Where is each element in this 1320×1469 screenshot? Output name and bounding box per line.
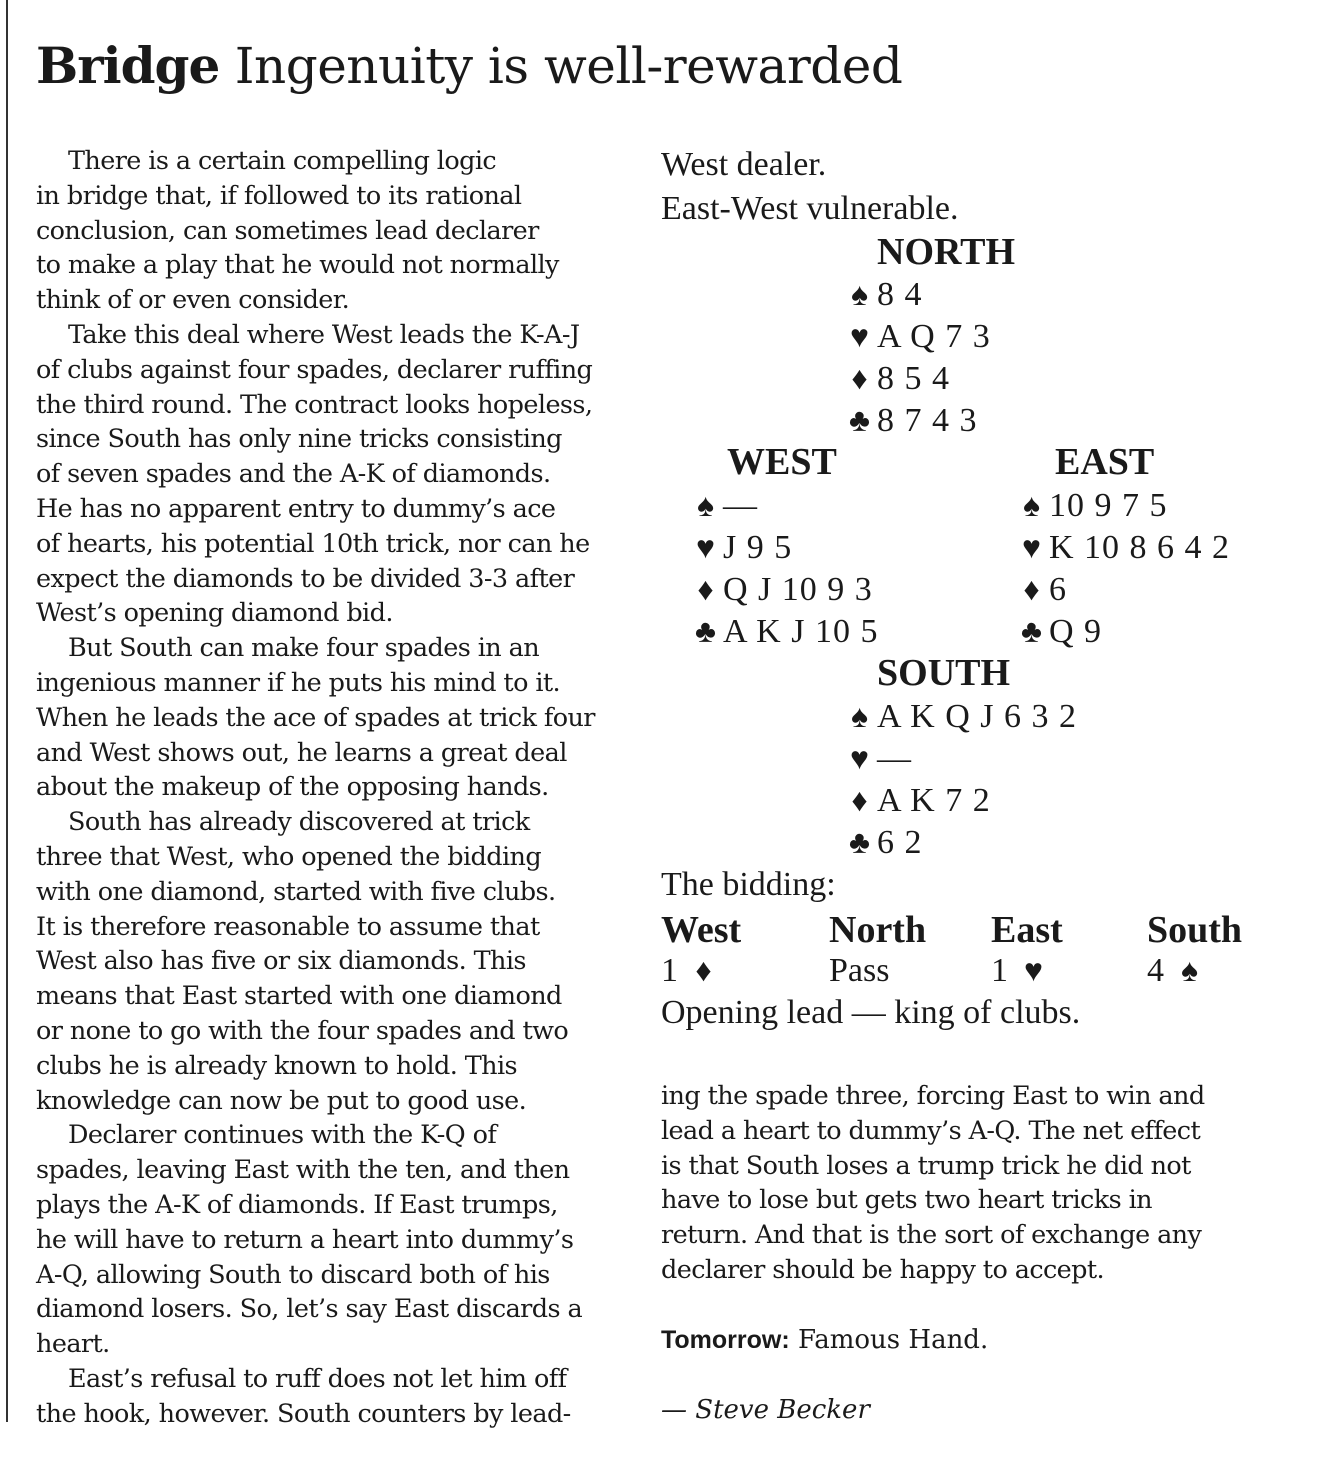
text-line: It is therefore reasonable to assume that	[36, 911, 540, 942]
dealer-line: West dealer.	[661, 146, 827, 183]
south-clubs	[843, 821, 923, 864]
bid-header-west: West	[661, 909, 742, 951]
north-hearts	[843, 315, 991, 358]
bid-north: Pass	[829, 952, 890, 989]
text-line: lead a heart to dummy’s A-Q. The net effect	[661, 1115, 1201, 1146]
text-line: he will have to return a heart into dummy’s	[36, 1224, 574, 1255]
bid-south	[1147, 952, 1207, 990]
heart-icon: ♥	[1022, 529, 1042, 565]
bid-east-level: 1	[991, 952, 1008, 989]
north-hearts-cards: A Q 7 3	[877, 318, 991, 355]
north-spades	[843, 273, 923, 316]
byline: — Steve Becker	[661, 1395, 870, 1425]
south-spades	[843, 695, 1077, 738]
text-line: diamond losers. So, let’s say East discards a	[36, 1294, 583, 1325]
club-icon: ♣	[1021, 613, 1043, 649]
text-line: in bridge that, if followed to its rational	[36, 180, 522, 211]
bid-east	[991, 952, 1051, 990]
spade-icon: ♠	[851, 698, 869, 734]
text-line: think of or even consider.	[36, 285, 350, 316]
text-line: three that West, who opened the bidding	[36, 841, 542, 872]
south-clubs-cards: 6 2	[877, 824, 923, 861]
east-diamonds	[1015, 568, 1067, 611]
text-line: about the makeup of the opposing hands.	[36, 772, 549, 803]
spade-icon: ♠	[697, 487, 715, 523]
west-diamonds-cards: Q J 10 9 3	[723, 571, 873, 608]
east-spades-cards: 10 9 7 5	[1049, 487, 1168, 524]
east-spades	[1015, 484, 1168, 527]
text-line: expect the diamonds to be divided 3-3 after	[36, 563, 575, 594]
west-spades	[689, 484, 758, 527]
club-icon: ♣	[695, 613, 717, 649]
north-diamonds-cards: 8 5 4	[877, 360, 950, 397]
text-line: the hook, however. South counters by lead-	[36, 1398, 571, 1429]
text-line: clubs he is already known to hold. This	[36, 1050, 518, 1081]
text-line: knowledge can now be put to good use.	[36, 1085, 527, 1116]
text-line: of seven spades and the A-K of diamonds.	[36, 459, 551, 490]
west-hearts-cards: J 9 5	[723, 529, 793, 566]
text-line: South has already discovered at trick	[68, 807, 530, 838]
west-spades-cards: —	[723, 487, 758, 524]
tomorrow-label: Tomorrow:	[661, 1326, 790, 1354]
north-diamonds	[843, 357, 950, 400]
text-line: of hearts, his potential 10th trick, nor can he	[36, 528, 590, 559]
bid-west	[661, 952, 721, 990]
spade-icon: ♠	[851, 276, 869, 312]
text-line: Take this deal where West leads the K-A-J	[68, 319, 580, 350]
text-line: declarer should be happy to accept.	[661, 1254, 1105, 1285]
text-line: He has no apparent entry to dummy’s ace	[36, 493, 556, 524]
article-column-right	[661, 1079, 1261, 1288]
diamond-icon: ♦	[851, 360, 869, 396]
text-line: means that East started with one diamond	[36, 981, 562, 1012]
bid-header-east: East	[991, 909, 1063, 951]
east-clubs	[1015, 610, 1102, 653]
heart-icon: ♥	[1024, 952, 1043, 988]
east-hearts	[1015, 526, 1230, 569]
spade-icon: ♠	[1181, 952, 1198, 988]
west-diamonds	[689, 568, 873, 611]
bridge-diagram	[661, 146, 1301, 1046]
tomorrow-note	[661, 1322, 988, 1358]
text-line: West also has five or six diamonds. This	[36, 946, 526, 977]
text-line: conclusion, can sometimes lead declarer	[36, 215, 539, 246]
text-line: A-Q, allowing South to discard both of his	[36, 1259, 550, 1290]
text-line: to make a play that he would not normally	[36, 250, 559, 281]
text-line: since South has only nine tricks consisting	[36, 424, 562, 455]
east-hearts-cards: K 10 8 6 4 2	[1049, 529, 1231, 566]
bid-south-level: 4	[1147, 952, 1164, 989]
text-line: But South can make four spades in an	[68, 633, 540, 664]
heart-icon: ♥	[850, 318, 870, 354]
article-column-left	[36, 144, 636, 1431]
headline-kicker: Bridge	[36, 36, 220, 95]
text-line: West’s opening diamond bid.	[36, 598, 393, 629]
west-clubs-cards: A K J 10 5	[723, 613, 879, 650]
club-icon: ♣	[849, 824, 871, 860]
text-line: have to lose but gets two heart tricks in	[661, 1185, 1152, 1216]
west-clubs	[689, 610, 878, 653]
text-line: the third round. The contract looks hopeless,	[36, 389, 593, 420]
south-label: SOUTH	[877, 652, 1011, 694]
column-rule	[6, 0, 8, 1422]
text-line: East’s refusal to ruff does not let him off	[68, 1363, 567, 1394]
text-line: return. And that is the sort of exchange any	[661, 1220, 1202, 1251]
east-diamonds-cards: 6	[1049, 571, 1067, 608]
bid-west-level: 1	[661, 952, 678, 989]
text-line: There is a certain compelling logic	[68, 146, 497, 176]
tomorrow-text: Famous Hand.	[797, 1325, 989, 1355]
headline	[36, 30, 902, 102]
text-line: with one diamond, started with five clubs.	[36, 876, 556, 907]
headline-title: Ingenuity is well-rewarded	[234, 37, 903, 95]
heart-icon: ♥	[696, 529, 716, 565]
east-clubs-cards: Q 9	[1049, 613, 1103, 650]
text-line: plays the A-K of diamonds. If East trumps,	[36, 1189, 558, 1220]
north-clubs-cards: 8 7 4 3	[877, 402, 978, 439]
west-hearts	[689, 526, 792, 569]
heart-icon: ♥	[850, 740, 870, 776]
text-line: ing the spade three, forcing East to win and	[661, 1081, 1205, 1111]
south-diamonds	[843, 779, 991, 822]
bid-header-north: North	[829, 909, 927, 951]
text-line: Declarer continues with the K-Q of	[68, 1120, 497, 1151]
vulnerability-line: East-West vulnerable.	[661, 190, 959, 227]
south-spades-cards: A K Q J 6 3 2	[877, 698, 1078, 735]
south-diamonds-cards: A K 7 2	[877, 782, 991, 819]
diamond-icon: ♦	[851, 782, 869, 818]
south-hearts-cards: —	[877, 740, 912, 777]
east-label: EAST	[1055, 441, 1155, 483]
diamond-icon: ♦	[1023, 571, 1041, 607]
text-line: is that South loses a trump trick he did not	[661, 1150, 1191, 1181]
west-label: WEST	[727, 441, 837, 483]
bidding-label: The bidding:	[661, 866, 836, 903]
diamond-icon: ♦	[695, 952, 712, 988]
club-icon: ♣	[849, 402, 871, 438]
spade-icon: ♠	[1023, 487, 1041, 523]
text-line: When he leads the ace of spades at trick four	[36, 702, 595, 733]
diamond-icon: ♦	[697, 571, 715, 607]
south-hearts	[843, 737, 912, 780]
opening-lead: Opening lead — king of clubs.	[661, 994, 1081, 1031]
text-line: of clubs against four spades, declarer ruffing	[36, 354, 593, 385]
north-clubs	[843, 399, 978, 442]
text-line: heart.	[36, 1329, 110, 1360]
north-label: NORTH	[877, 231, 1016, 273]
text-line: and West shows out, he learns a great deal	[36, 737, 567, 768]
text-line: spades, leaving East with the ten, and then	[36, 1155, 570, 1186]
text-line: ingenious manner if he puts his mind to it.	[36, 667, 561, 698]
text-line: or none to go with the four spades and two	[36, 1015, 569, 1046]
north-spades-cards: 8 4	[877, 276, 923, 313]
bid-header-south: South	[1147, 909, 1243, 951]
